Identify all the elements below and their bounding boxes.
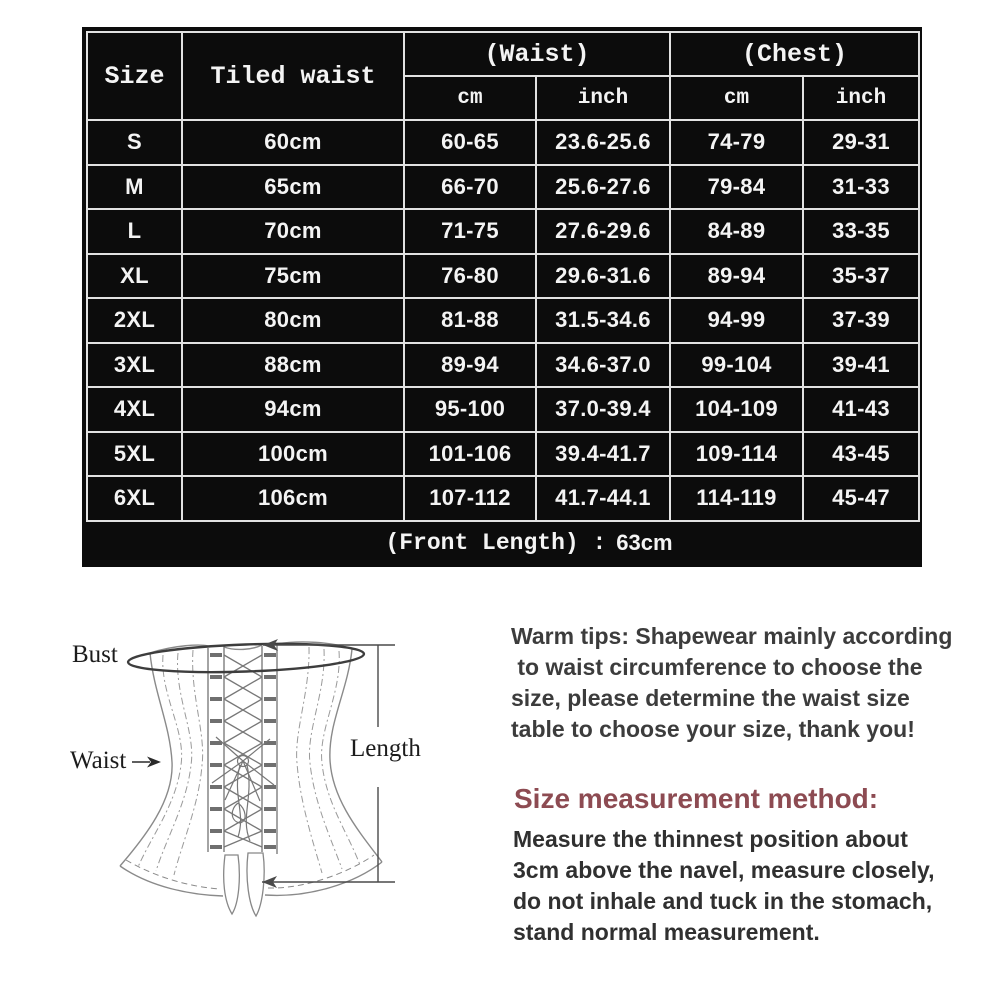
chest-cm-cell: 74-79 <box>670 120 803 165</box>
bust-label: Bust <box>72 641 118 668</box>
waist-inch-cell: 29.6-31.6 <box>536 254 670 299</box>
col-group-waist: (Waist) <box>404 32 670 76</box>
waist-cm-cell: 81-88 <box>404 298 536 343</box>
front-length-value: 63cm <box>616 530 673 555</box>
chest-inch-cell: 43-45 <box>803 432 919 477</box>
size-cell: L <box>87 209 182 254</box>
table-row <box>87 165 919 210</box>
col-header-chest-inch: inch <box>803 76 919 120</box>
waist-inch-cell: 34.6-37.0 <box>536 343 670 388</box>
warm-tips-line: size, please determine the waist size <box>511 685 910 711</box>
waist-inch-cell: 39.4-41.7 <box>536 432 670 477</box>
method-line: stand normal measurement. <box>513 919 820 945</box>
waist-cm-cell: 66-70 <box>404 165 536 210</box>
laces <box>224 655 262 847</box>
chest-inch-cell: 41-43 <box>803 387 919 432</box>
chest-cm-cell: 114-119 <box>670 476 803 521</box>
measurement-method-text <box>513 824 943 948</box>
waist-inch-cell: 41.7-44.1 <box>536 476 670 521</box>
size-cell: M <box>87 165 182 210</box>
waist-cm-cell: 71-75 <box>404 209 536 254</box>
chest-inch-cell: 31-33 <box>803 165 919 210</box>
table-row <box>87 387 919 432</box>
waist-cm-cell: 101-106 <box>404 432 536 477</box>
chest-inch-cell: 39-41 <box>803 343 919 388</box>
tiled-waist-cell: 100cm <box>182 432 404 477</box>
length-label: Length <box>350 735 421 762</box>
size-table-header <box>87 32 919 120</box>
waist-inch-cell: 27.6-29.6 <box>536 209 670 254</box>
col-header-waist-cm: cm <box>404 76 536 120</box>
size-cell: 2XL <box>87 298 182 343</box>
chest-cm-cell: 99-104 <box>670 343 803 388</box>
waist-cm-cell: 107-112 <box>404 476 536 521</box>
chest-inch-cell: 29-31 <box>803 120 919 165</box>
lacing-eyelets <box>210 655 276 847</box>
waist-inch-cell: 25.6-27.6 <box>536 165 670 210</box>
chest-cm-cell: 89-94 <box>670 254 803 299</box>
chest-cm-cell: 79-84 <box>670 165 803 210</box>
warm-tips-line: Warm tips: Shapewear mainly according <box>511 623 953 649</box>
tiled-waist-cell: 94cm <box>182 387 404 432</box>
chest-inch-cell: 37-39 <box>803 298 919 343</box>
tiled-waist-cell: 88cm <box>182 343 404 388</box>
col-header-size: Size <box>87 32 182 120</box>
tiled-waist-cell: 70cm <box>182 209 404 254</box>
tiled-waist-cell: 106cm <box>182 476 404 521</box>
waist-arrow <box>132 757 161 768</box>
tiled-waist-cell: 80cm <box>182 298 404 343</box>
waist-inch-cell: 37.0-39.4 <box>536 387 670 432</box>
warm-tips-line: table to choose your size, thank you! <box>511 716 915 742</box>
front-length-row <box>86 522 918 565</box>
chest-cm-cell: 94-99 <box>670 298 803 343</box>
waist-cm-cell: 95-100 <box>404 387 536 432</box>
size-chart-table <box>82 27 922 567</box>
size-measurement-heading: Size measurement method: <box>514 783 879 814</box>
size-cell: XL <box>87 254 182 299</box>
table-row <box>87 476 919 521</box>
table-row <box>87 343 919 388</box>
table-row <box>87 209 919 254</box>
chest-inch-cell: 45-47 <box>803 476 919 521</box>
chest-inch-cell: 33-35 <box>803 209 919 254</box>
warm-tips-text <box>511 621 953 745</box>
chest-inch-cell: 35-37 <box>803 254 919 299</box>
corset-diagram <box>60 615 470 1000</box>
size-cell: 5XL <box>87 432 182 477</box>
size-cell: S <box>87 120 182 165</box>
col-group-chest: (Chest) <box>670 32 919 76</box>
table-row <box>87 120 919 165</box>
table-row <box>87 432 919 477</box>
corset-tails <box>224 853 264 916</box>
col-header-waist-inch: inch <box>536 76 670 120</box>
method-line: Measure the thinnest position about <box>513 826 908 852</box>
col-header-chest-cm: cm <box>670 76 803 120</box>
waist-inch-cell: 31.5-34.6 <box>536 298 670 343</box>
warm-tips-line: to waist circumference to choose the <box>511 654 923 680</box>
chest-cm-cell: 84-89 <box>670 209 803 254</box>
front-length-label: (Front Length) : <box>385 530 607 556</box>
table-row <box>87 254 919 299</box>
length-dimension-line <box>262 645 395 882</box>
method-line: 3cm above the navel, measure closely, <box>513 857 935 883</box>
tiled-waist-cell: 60cm <box>182 120 404 165</box>
chest-cm-cell: 109-114 <box>670 432 803 477</box>
waist-cm-cell: 89-94 <box>404 343 536 388</box>
col-header-tiled-waist: Tiled waist <box>182 32 404 120</box>
waist-cm-cell: 60-65 <box>404 120 536 165</box>
waist-cm-cell: 76-80 <box>404 254 536 299</box>
tiled-waist-cell: 75cm <box>182 254 404 299</box>
waist-label: Waist <box>70 747 127 774</box>
size-cell: 3XL <box>87 343 182 388</box>
size-table-grid <box>86 31 920 522</box>
tiled-waist-cell: 65cm <box>182 165 404 210</box>
size-cell: 6XL <box>87 476 182 521</box>
method-line: do not inhale and tuck in the stomach, <box>513 888 933 914</box>
size-cell: 4XL <box>87 387 182 432</box>
table-row <box>87 298 919 343</box>
waist-inch-cell: 23.6-25.6 <box>536 120 670 165</box>
chest-cm-cell: 104-109 <box>670 387 803 432</box>
size-table-body <box>87 120 919 521</box>
